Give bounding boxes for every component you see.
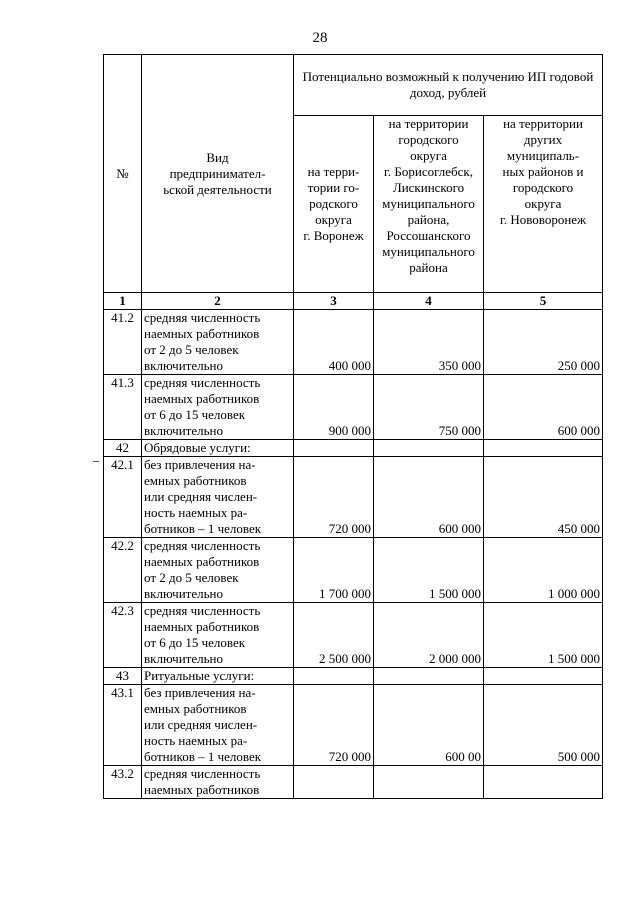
table-row [104, 457, 603, 538]
row-number: 42.3 [104, 603, 142, 668]
row-number: 42.1 [104, 457, 142, 538]
income-other: 250 000 [484, 310, 603, 375]
activity-kind: средняя численность наемных работников от 6 до 15 человек включительно [142, 375, 294, 440]
activity-kind: без привлечения на- емных работников или средняя числен- ность наемных ра- ботников – 1 человек [142, 685, 294, 766]
table-row [104, 603, 603, 668]
income-borisoglebsk: 1 500 000 [374, 538, 484, 603]
page-number: 28 [312, 30, 328, 46]
income-borisoglebsk: 350 000 [374, 310, 484, 375]
income-other [484, 440, 603, 457]
activity-kind: средняя численность наемных работников [142, 766, 294, 799]
table-row [104, 375, 603, 440]
income-borisoglebsk [374, 668, 484, 685]
column-index: 1 [104, 293, 142, 310]
table-row [104, 668, 603, 685]
income-borisoglebsk: 2 000 000 [374, 603, 484, 668]
income-borisoglebsk [374, 766, 484, 799]
activity-kind: средняя численность наемных работников от 6 до 15 человек включительно [142, 603, 294, 668]
income-voronezh: 720 000 [294, 457, 374, 538]
header-kind: Вид предпринимател- ьской деятельности [142, 55, 294, 293]
income-voronezh: 1 700 000 [294, 538, 374, 603]
header-col5: на территории других муниципаль- ных районов и городского округа г. Нововоронеж [484, 116, 603, 293]
income-other: 600 000 [484, 375, 603, 440]
header-income-group: Потенциально возможный к получению ИП годовой доход, рублей [294, 55, 603, 116]
column-index: 2 [142, 293, 294, 310]
header-col4: на территории городского округа г. Борисоглебск, Лискинского муниципального района, Россошанского муниципального района [374, 116, 484, 293]
income-borisoglebsk: 600 00 [374, 685, 484, 766]
income-voronezh [294, 668, 374, 685]
header-col3: на терри- тории го- родского округа г. Воронеж [294, 116, 374, 293]
income-voronezh: 720 000 [294, 685, 374, 766]
income-other: 450 000 [484, 457, 603, 538]
header-no: № [104, 55, 142, 293]
income-voronezh [294, 440, 374, 457]
activity-kind: средняя численность наемных работников от 2 до 5 человек включительно [142, 310, 294, 375]
row-number: 43.1 [104, 685, 142, 766]
table-row [104, 310, 603, 375]
column-index: 3 [294, 293, 374, 310]
income-other [484, 766, 603, 799]
column-index: 4 [374, 293, 484, 310]
margin-mark [93, 461, 99, 462]
income-voronezh: 400 000 [294, 310, 374, 375]
income-borisoglebsk: 600 000 [374, 457, 484, 538]
income-voronezh [294, 766, 374, 799]
activity-kind: средняя численность наемных работников от 2 до 5 человек включительно [142, 538, 294, 603]
row-number: 43.2 [104, 766, 142, 799]
income-table [103, 54, 603, 799]
column-index: 5 [484, 293, 603, 310]
row-number: 42 [104, 440, 142, 457]
row-number: 41.2 [104, 310, 142, 375]
income-other: 1 500 000 [484, 603, 603, 668]
activity-kind: Ритуальные услуги: [142, 668, 294, 685]
income-voronezh: 2 500 000 [294, 603, 374, 668]
table-row [104, 538, 603, 603]
table-row [104, 685, 603, 766]
row-number: 41.3 [104, 375, 142, 440]
income-other [484, 668, 603, 685]
table-row [104, 440, 603, 457]
activity-kind: без привлечения на- емных работников или средняя числен- ность наемных ра- ботников – 1 человек [142, 457, 294, 538]
table-row [104, 766, 603, 799]
activity-kind: Обрядовые услуги: [142, 440, 294, 457]
income-borisoglebsk: 750 000 [374, 375, 484, 440]
income-borisoglebsk [374, 440, 484, 457]
income-voronezh: 900 000 [294, 375, 374, 440]
row-number: 43 [104, 668, 142, 685]
column-index-row [104, 293, 603, 310]
income-other: 1 000 000 [484, 538, 603, 603]
income-other: 500 000 [484, 685, 603, 766]
row-number: 42.2 [104, 538, 142, 603]
